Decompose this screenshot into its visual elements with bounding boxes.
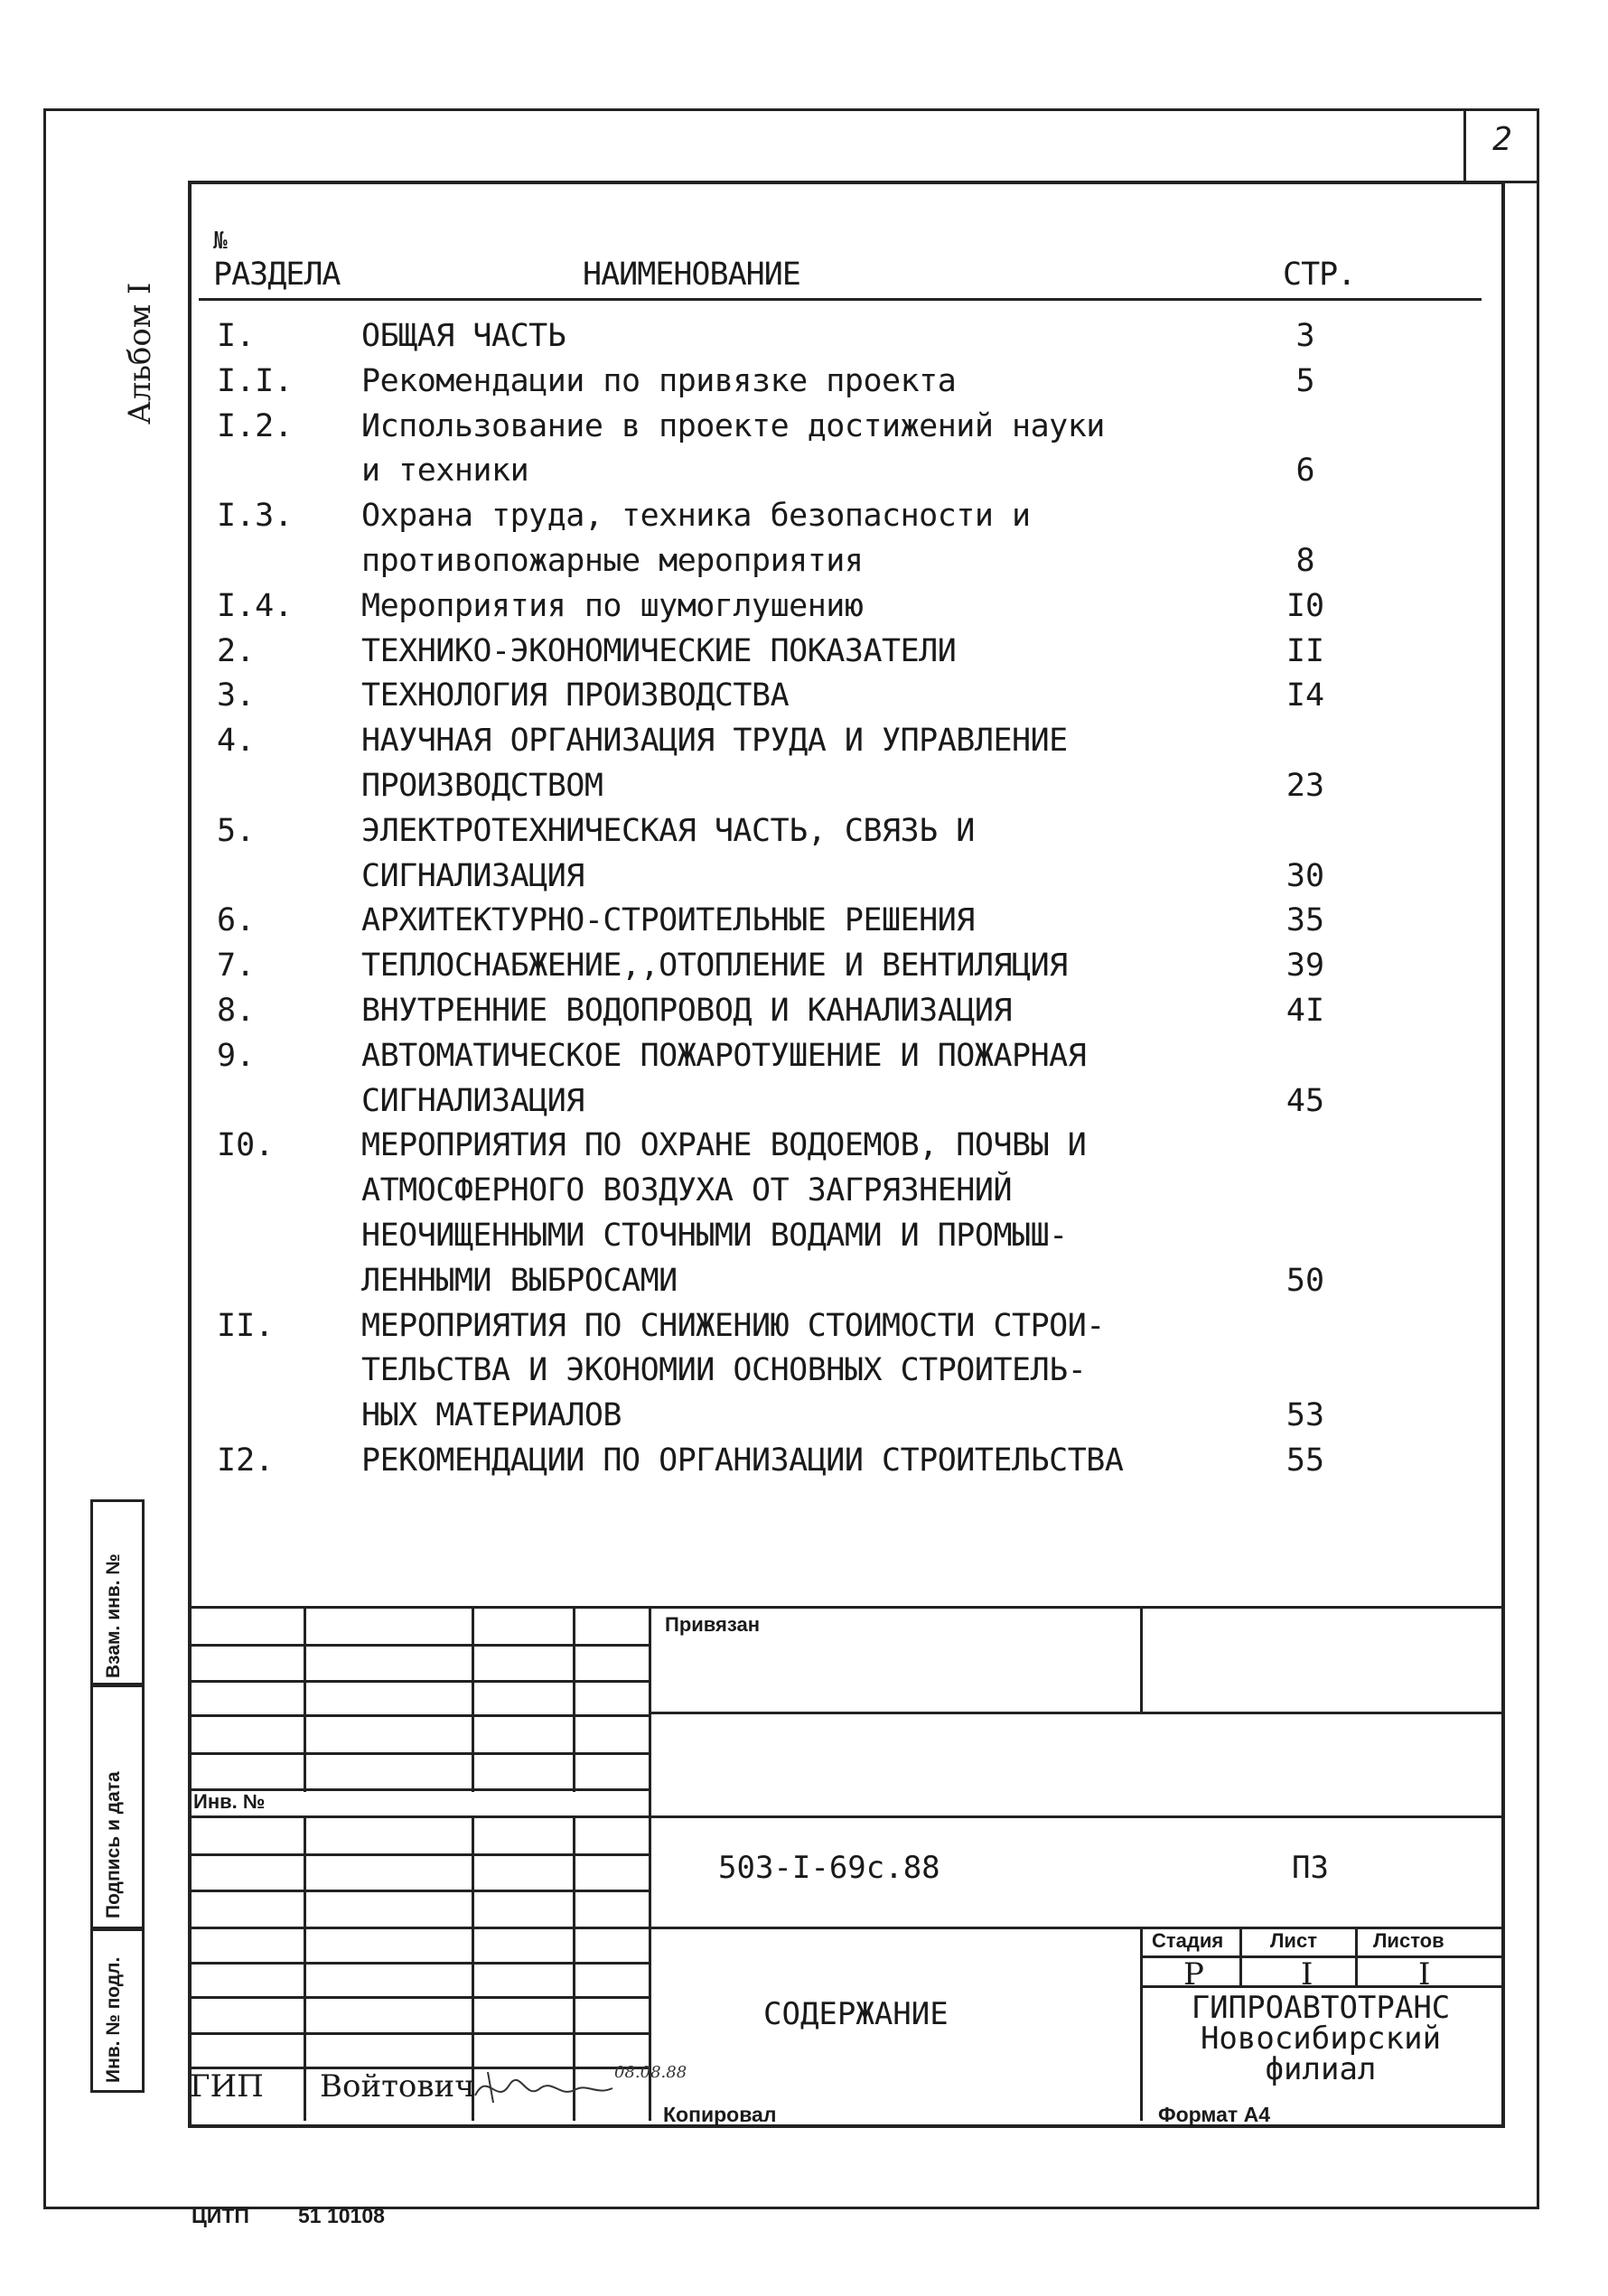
toc-entry-title-line: противопожарные мероприятия [361, 543, 864, 579]
toc-entry-title-line: РЕКОМЕНДАЦИИ ПО ОРГАНИЗАЦИИ СТРОИТЕЛЬСТВА [361, 1442, 1124, 1479]
header-page: СТР. [1283, 257, 1356, 293]
toc-entry-title-line: ТЕХНОЛОГИЯ ПРОИЗВОДСТВА [361, 677, 790, 714]
toc-entry-page: 3 [1295, 318, 1315, 354]
side-label-vzam: Взам. инв. № [103, 1554, 124, 1678]
role-gip: ГИП [190, 2068, 264, 2105]
header-section-no: № [213, 228, 227, 255]
sheet-value: I [1301, 1956, 1314, 1993]
toc-entry-title-line: НАУЧНАЯ ОРГАНИЗАЦИЯ ТРУДА И УПРАВЛЕНИЕ [361, 723, 1068, 760]
toc-entry-page: 8 [1295, 543, 1315, 579]
toc-entry-page: 50 [1285, 1262, 1325, 1299]
toc-entry-page: 45 [1285, 1082, 1325, 1119]
toc-entry-page: 35 [1285, 902, 1325, 939]
footer-format: Формат А4 [1158, 2103, 1270, 2126]
album-label: Альбом I [122, 282, 158, 425]
toc-entry-title-line: Использование в проекте достижений науки [361, 407, 1105, 444]
header-rule [199, 298, 1482, 301]
toc-entry-number: 6. [217, 902, 256, 939]
doc-mark: ПЗ [1292, 1850, 1329, 1886]
stage-value: Р [1183, 1956, 1204, 1993]
stamp-privyazan: Привязан [665, 1613, 761, 1636]
sheet-title: СОДЕРЖАНИЕ [763, 1996, 949, 2032]
stamp-inv-no: Инв. № [193, 1790, 266, 1813]
signature-image [470, 2052, 687, 2115]
toc-entry-number: 8. [217, 993, 256, 1029]
toc-entry-page: 55 [1285, 1442, 1325, 1479]
toc-entry-page: 23 [1285, 768, 1325, 804]
toc-entry-title-line: АТМОСФЕРНОГО ВОЗДУХА ОТ ЗАГРЯЗНЕНИЙ [361, 1172, 1013, 1209]
side-label-podpis: Подпись и дата [103, 1771, 124, 1918]
signature-date: 08.08.88 [614, 2063, 687, 2082]
toc-entry-number: 7. [217, 947, 256, 985]
toc-entry-number: 3. [217, 677, 256, 714]
toc-entry-page: I0 [1285, 587, 1325, 624]
sheets-label: Листов [1373, 1929, 1444, 1952]
toc-entry-page: 6 [1295, 453, 1315, 490]
person-name: Войтович [320, 2068, 475, 2105]
doc-code: 503-I-69с.88 [718, 1850, 940, 1886]
stage-label: Стадия [1152, 1929, 1224, 1952]
toc-entry-title-line: ЭЛЕКТРОТЕХНИЧЕСКАЯ ЧАСТЬ, СВЯЗЬ И [361, 812, 975, 849]
header-name: НАИМЕНОВАНИЕ [583, 257, 800, 293]
toc-entry-page: 30 [1285, 857, 1325, 894]
org-line-2: Новосибирский [1200, 2021, 1442, 2057]
org-line-3: филиал [1265, 2051, 1377, 2087]
toc-entry-title-line: Рекомендации по привязке проекта [361, 362, 957, 399]
toc-entry-title-line: и техники [361, 453, 529, 490]
org-line-1: ГИПРОАВТОТРАНС [1191, 1990, 1451, 2026]
footer-cimt-code: 51 10108 [298, 2204, 385, 2227]
toc-entry-number: 2. [217, 632, 256, 669]
toc-entry-title-line: НЫХ МАТЕРИАЛОВ [361, 1397, 622, 1434]
toc-entry-title-line: СИГНАЛИЗАЦИЯ [361, 1082, 584, 1119]
footer-cimt: ЦИТП [192, 2204, 249, 2227]
toc-entry-number: 9. [217, 1037, 256, 1074]
toc-entry-number: I.3. [217, 498, 294, 535]
toc-entry-title-line: Охрана труда, техника безопасности и [361, 498, 1031, 535]
toc-entry-title-line: ПРОИЗВОДСТВОМ [361, 768, 603, 804]
toc-entry-title-line: СИГНАЛИЗАЦИЯ [361, 857, 584, 894]
toc-entry-page: 4I [1285, 993, 1325, 1029]
organization [1140, 1990, 1501, 2087]
toc-entry-number: I0. [217, 1127, 275, 1164]
toc-entry-number: I.4. [217, 587, 294, 624]
toc-entry-page: I4 [1285, 677, 1325, 714]
footer-copied: Копировал [663, 2103, 777, 2126]
toc-entry-title-line: НЕОЧИЩЕННЫМИ СТОЧНЫМИ ВОДАМИ И ПРОМЫШ- [361, 1218, 1068, 1254]
toc-entry-title-line: ЛЕННЫМИ ВЫБРОСАМИ [361, 1262, 678, 1299]
toc-entry-title-line: АВТОМАТИЧЕСКОЕ ПОЖАРОТУШЕНИЕ И ПОЖАРНАЯ [361, 1037, 1087, 1074]
toc-entry-page: II [1285, 632, 1325, 669]
toc-entry-title-line: МЕРОПРИЯТИЯ ПО ОХРАНЕ ВОДОЕМОВ, ПОЧВЫ И [361, 1127, 1087, 1164]
header-section: РАЗДЕЛА [213, 257, 341, 293]
side-label-inv-podl: Инв. № подл. [103, 1956, 124, 2083]
toc-entry-page: 39 [1285, 947, 1325, 985]
toc-entry-number: 4. [217, 723, 256, 760]
toc-entry-number: I. [217, 318, 256, 354]
toc-entry-number: I.2. [217, 407, 294, 444]
sheet-label: Лист [1270, 1929, 1317, 1952]
toc-entry-number: I.I. [217, 362, 294, 399]
sheets-value: I [1418, 1956, 1431, 1993]
toc-entry-number: I2. [217, 1442, 275, 1479]
toc-entry-title-line: ТЕЛЬСТВА И ЭКОНОМИИ ОСНОВНЫХ СТРОИТЕЛЬ- [361, 1352, 1087, 1389]
toc-entry-title-line: АРХИТЕКТУРНО-СТРОИТЕЛЬНЫЕ РЕШЕНИЯ [361, 902, 975, 939]
toc-entry-page: 5 [1295, 362, 1315, 399]
toc-entry-number: 5. [217, 812, 256, 849]
page-number: 2 [1463, 108, 1538, 183]
toc-entry-title-line: МЕРОПРИЯТИЯ ПО СНИЖЕНИЮ СТОИМОСТИ СТРОИ- [361, 1307, 1105, 1344]
toc-entry-title-line: ОБЩАЯ ЧАСТЬ [361, 318, 566, 354]
toc-entry-title-line: ТЕПЛОСНАБЖЕНИЕ,,ОТОПЛЕНИЕ И ВЕНТИЛЯЦИЯ [361, 947, 1068, 985]
toc-entry-page: 53 [1285, 1397, 1325, 1434]
toc-entry-number: II. [217, 1307, 275, 1344]
toc-entry-title-line: ТЕХНИКО-ЭКОНОМИЧЕСКИЕ ПОКАЗАТЕЛИ [361, 632, 957, 669]
toc-entry-title-line: Мероприятия по шумоглушению [361, 587, 864, 624]
toc-entry-title-line: ВНУТРЕННИЕ ВОДОПРОВОД И КАНАЛИЗАЦИЯ [361, 993, 1013, 1029]
